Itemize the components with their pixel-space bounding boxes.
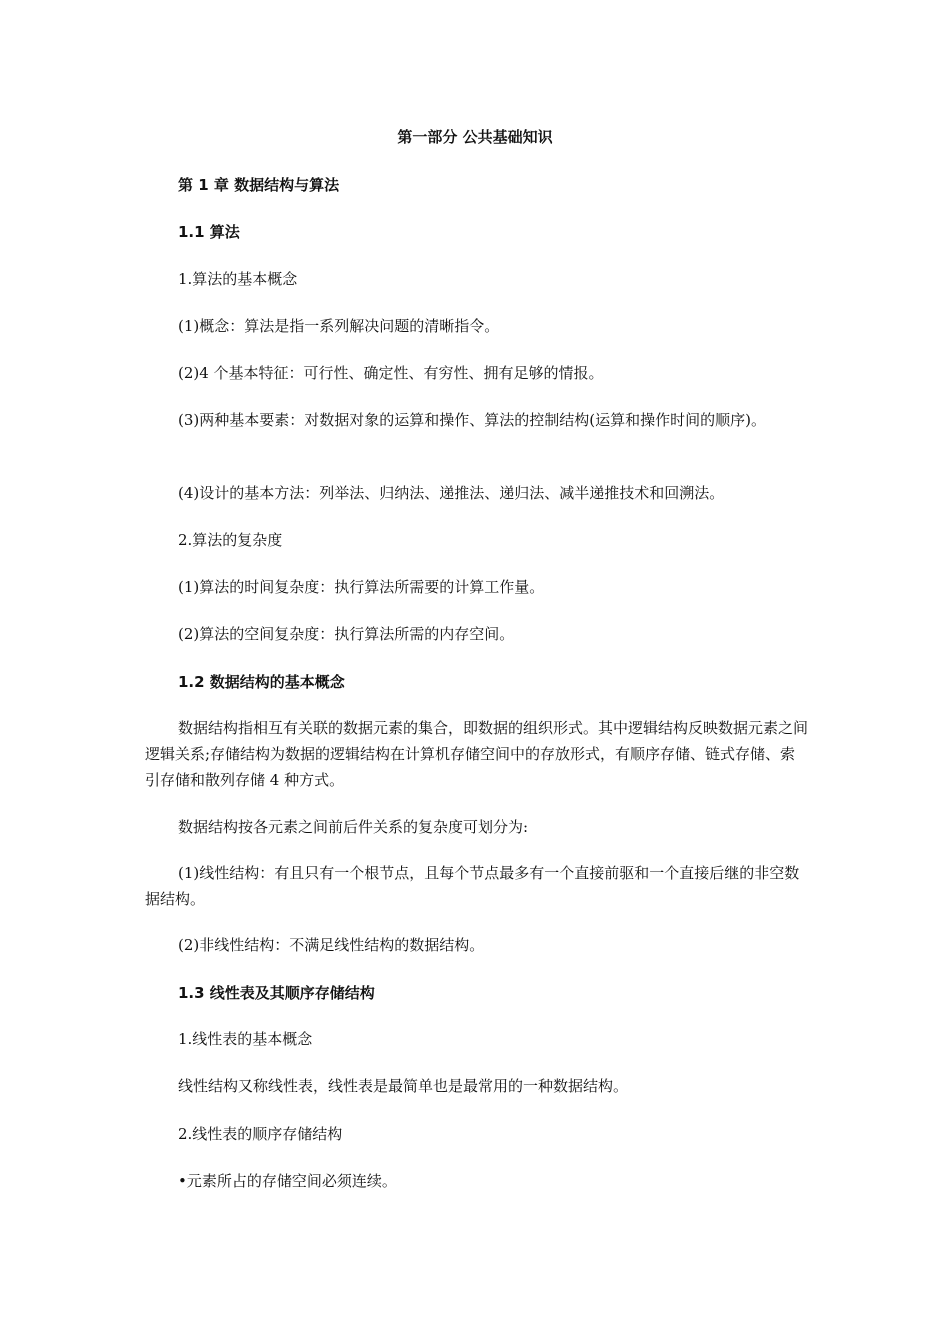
paragraph: (3)两种基本要素：对数据对象的运算和操作、算法的控制结构(运算和操作时间的顺序)。 [178, 411, 766, 429]
subheading-algorithm-complexity: 2.算法的复杂度 [178, 531, 283, 549]
paragraph: (2)4 个基本特征：可行性、确定性、有穷性、拥有足够的情报。 [178, 364, 604, 382]
page-title: 第一部分 公共基础知识 [397, 128, 553, 146]
section-heading-1-3: 1.3 线性表及其顺序存储结构 [178, 984, 375, 1002]
section-heading-1-2: 1.2 数据结构的基本概念 [178, 673, 345, 691]
paragraph: (1)算法的时间复杂度：执行算法所需要的计算工作量。 [178, 578, 545, 596]
paragraph: (1)线性结构：有且只有一个根节点，且每个节点最多有一个直接前驱和一个直接后继的非空数据结构。 [145, 864, 800, 908]
subheading-linear-list-concept: 1.线性表的基本概念 [178, 1030, 313, 1048]
chapter-heading: 第 1 章 数据结构与算法 [178, 176, 340, 194]
paragraph: (2)算法的空间复杂度：执行算法所需的内存空间。 [178, 625, 515, 643]
paragraph: (4)设计的基本方法：列举法、归纳法、递推法、递归法、减半递推技术和回溯法。 [178, 484, 725, 502]
paragraph: (2)非线性结构：不满足线性结构的数据结构。 [178, 936, 485, 954]
subheading-algorithm-concept: 1.算法的基本概念 [178, 270, 298, 288]
subheading-sequential-storage: 2.线性表的顺序存储结构 [178, 1125, 343, 1143]
paragraph: 线性结构又称线性表，线性表是最简单也是最常用的一种数据结构。 [178, 1077, 629, 1095]
paragraph: 数据结构按各元素之间前后件关系的复杂度可划分为: [178, 818, 529, 836]
paragraph: 数据结构指相互有关联的数据元素的集合，即数据的组织形式。其中逻辑结构反映数据元素之间逻辑关系;存储结构为数据的逻辑结构在计算机存储空间中的存放形式，有顺序存储、链式存储、索引存储和散列存储 4 种方式。 [145, 719, 809, 789]
paragraph: (1)概念：算法是指一系列解决问题的清晰指令。 [178, 317, 500, 335]
bullet-item: •元素所占的存储空间必须连续。 [178, 1172, 397, 1190]
section-heading-1-1: 1.1 算法 [178, 223, 240, 241]
